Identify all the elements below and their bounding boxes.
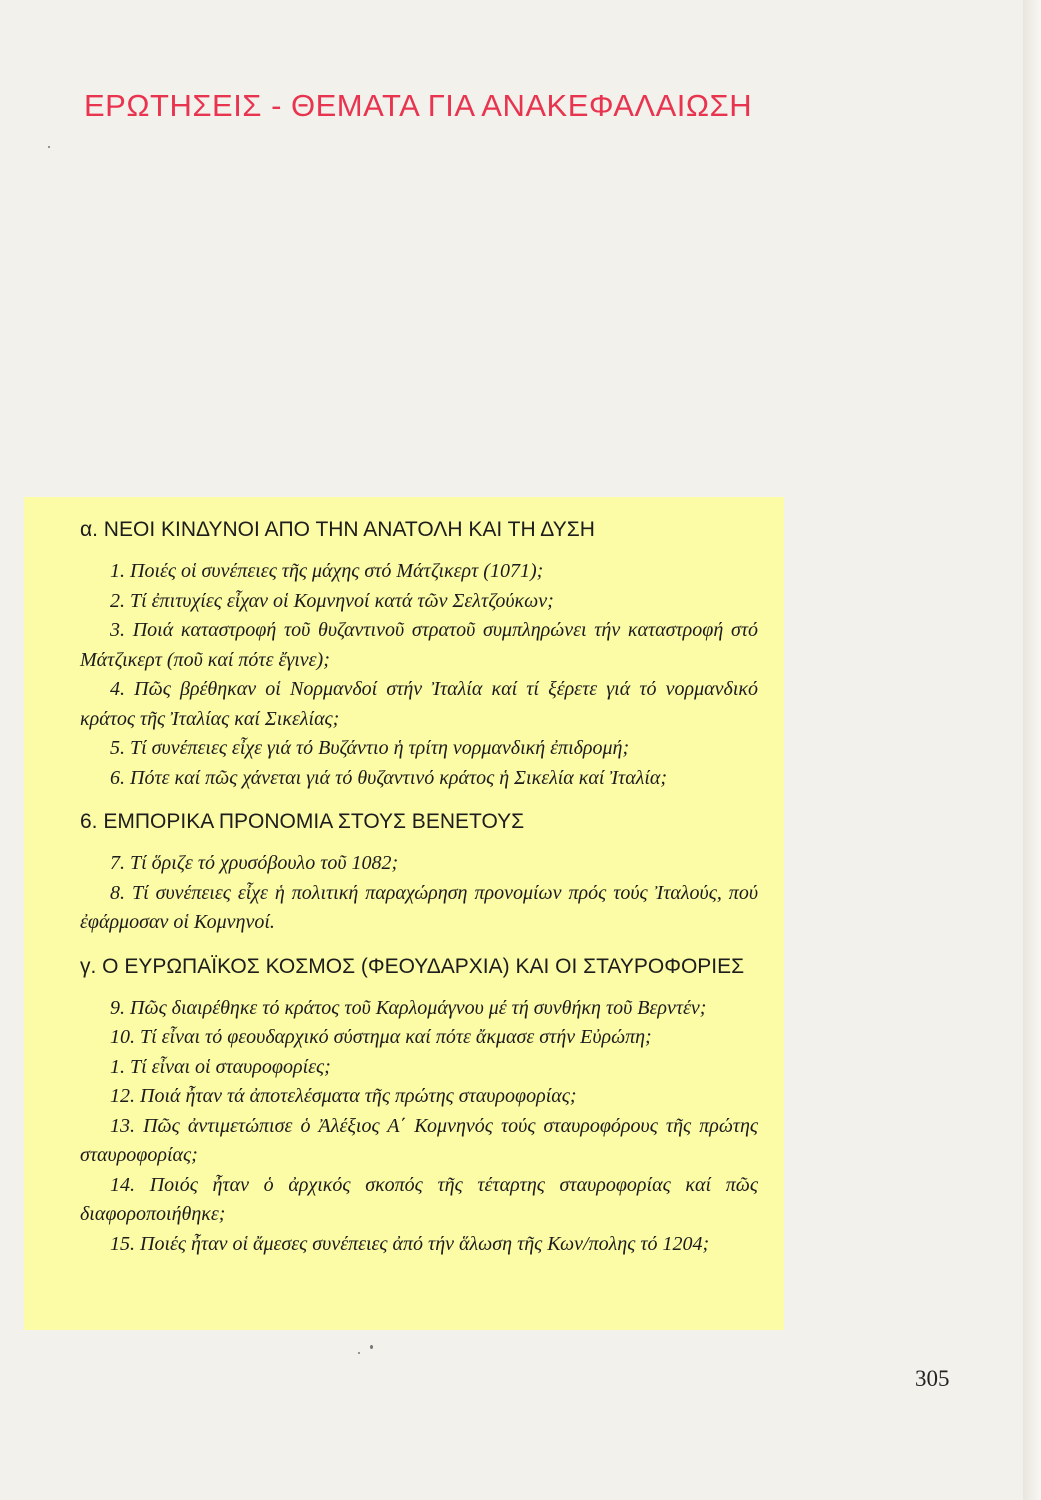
print-speck: [370, 1345, 373, 1349]
question-item: 5. Τί συνέπειες εἶχε γιά τό Βυζάντιο ἡ τρίτη νορμανδική ἐπιδρομή;: [110, 737, 630, 759]
section-heading-c: γ. Ο ΕΥΡΩΠΑΪΚΟΣ ΚΟΣΜΟΣ (ΦΕΟΥΔΑΡΧΙΑ) ΚΑΙ ΟΙ ΣΤΑΥΡΟΦΟΡΙΕΣ: [80, 954, 745, 978]
print-speck: [48, 146, 50, 148]
highlighted-questions-block: [24, 497, 784, 1330]
question-item: 9. Πῶς διαιρέθηκε τό κράτος τοῦ Καρλομάγνου μέ τή συνθήκη τοῦ Βερντέν;: [110, 996, 707, 1019]
question-item: 12. Ποιά ἦταν τά ἀποτελέσματα τῆς πρώτης σταυροφορίας;: [110, 1085, 577, 1107]
question-item: 1. Ποιές οἱ συνέπειες τῆς μάχης στό Μάτζικερτ (1071);: [110, 560, 544, 582]
question-item: 14. Ποιός ἦταν ὁ ἀρχικός σκοπός τῆς τέταρτης σταυροφορίας καί πῶς διαφοροποιήθηκε;: [80, 1173, 758, 1225]
question-item: 13. Πῶς ἀντιμετώπισε ὁ Ἀλέξιος Α΄ Κομνηνός τούς σταυροφόρους τῆς πρώτης σταυροφορίας;: [80, 1114, 758, 1166]
page-title: ΕΡΩΤΗΣΕΙΣ - ΘΕΜΑΤΑ ΓΙΑ ΑΝΑΚΕΦΑΛΑΙΩΣΗ: [84, 88, 753, 123]
section-heading-b: 6. ΕΜΠΟΡΙΚΑ ΠΡΟΝΟΜΙΑ ΣΤΟΥΣ ΒΕΝΕΤΟΥΣ: [80, 810, 525, 833]
page-edge-shadow: [1023, 0, 1041, 1500]
question-item: 1. Τί εἶναι οἱ σταυροφορίες;: [110, 1055, 331, 1078]
question-item: 10. Τί εἶναι τό φεουδαρχικό σύστημα καί πότε ἄκμασε στήν Εὐρώπη;: [110, 1026, 652, 1048]
print-speck: [358, 1352, 360, 1354]
question-item: 6. Πότε καί πῶς χάνεται γιά τό θυζαντινό κράτος ἡ Σικελία καί Ἰταλία;: [110, 766, 668, 789]
question-item: 7. Τί ὅριζε τό χρυσόβουλο τοῦ 1082;: [110, 852, 399, 874]
question-item: 3. Ποιά καταστροφή τοῦ θυζαντινοῦ στρατοῦ συμπληρώνει τήν καταστροφή στό Μάτζικερτ (ποῦ καί πότε ἔγινε);: [80, 619, 758, 671]
question-item: 8. Τί συνέπειες εἶχε ἡ πολιτική παραχώρηση προνομίων πρός τούς Ἰταλούς, πού ἐφάρμοσαν οἱ Κομνηνοί.: [80, 881, 758, 933]
question-item: 15. Ποιές ἦταν οἱ ἄμεσες συνέπειες ἀπό τήν ἅλωση τῆς Κων/πολης τό 1204;: [110, 1232, 710, 1255]
section-heading-a: α. ΝΕΟΙ ΚΙΝΔΥΝΟΙ ΑΠΟ ΤΗΝ ΑΝΑΤΟΛΗ ΚΑΙ ΤΗ ΔΥΣΗ: [80, 518, 595, 541]
page-number: 305: [915, 1366, 950, 1391]
question-item: 4. Πῶς βρέθηκαν οἱ Νορμανδοί στήν Ἰταλία καί τί ξέρετε γιά τό νορμανδικό κράτος τῆς Ἰταλίας καί Σικελίας;: [80, 678, 758, 730]
question-item: 2. Τί ἐπιτυχίες εἶχαν οἱ Κομνηνοί κατά τῶν Σελτζούκων;: [110, 589, 554, 612]
